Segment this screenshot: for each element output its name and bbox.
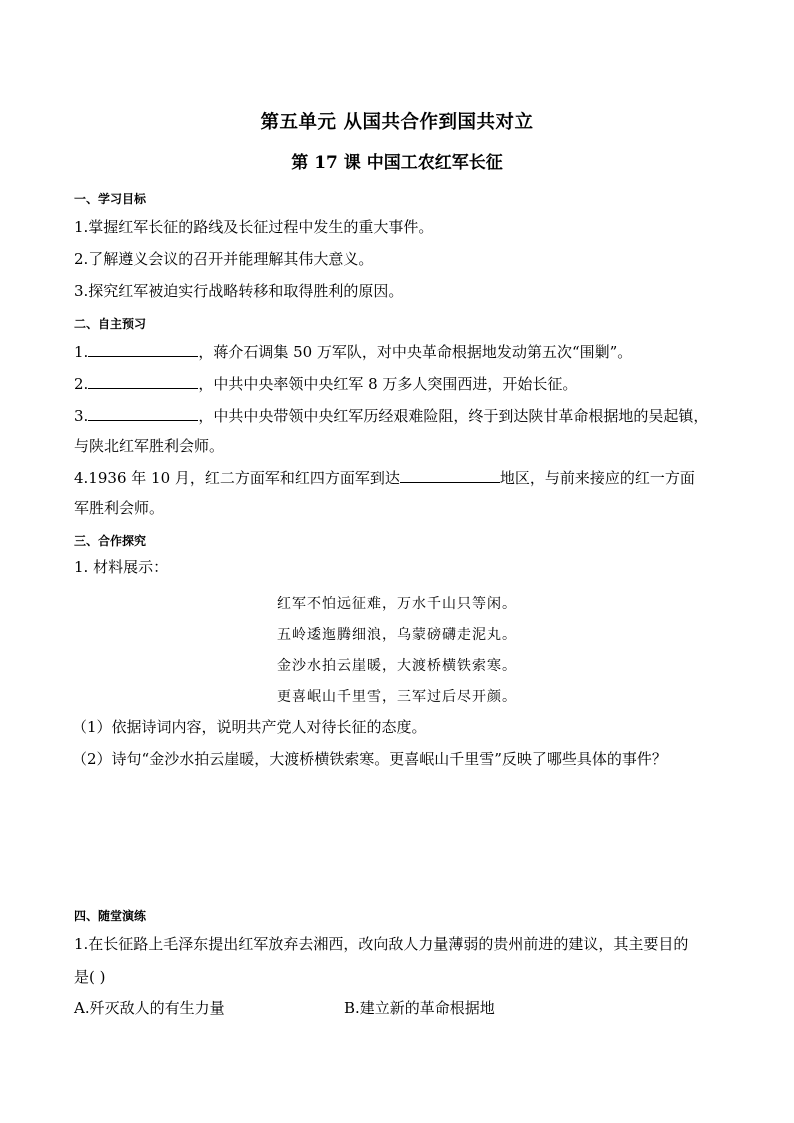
objective-item: 1.掌握红军长征的路线及长征过程中发生的重大事件。 (74, 218, 434, 236)
objective-item: 2.了解遵义会议的召开并能理解其伟大意义。 (74, 250, 374, 268)
preview-item (74, 341, 632, 362)
objective-item: 3.探究红军被迫实行战略转移和取得胜利的原因。 (74, 282, 404, 300)
unit-title: 第五单元 从国共合作到国共对立 (260, 112, 534, 133)
fill-blank[interactable] (88, 374, 198, 389)
preview-item (74, 467, 695, 488)
poem-line: 五岭逶迤腾细浪，乌蒙磅礴走泥丸。 (277, 627, 517, 643)
item-prefix: 1. (74, 343, 89, 361)
option-a[interactable]: A.歼灭敌人的有生力量 (74, 999, 225, 1017)
item-text: 地区，与前来接应的红一方面 (499, 469, 695, 487)
section-heading-preview: 二、自主预习 (74, 317, 147, 331)
fill-blank[interactable] (88, 342, 198, 357)
item-continuation: 军胜利会师。 (74, 499, 165, 517)
inquiry-question: （2）诗句“金沙水拍云崖暖，大渡桥横铁索寒。更喜岷山千里雪”反映了哪些具体的事件？ (72, 750, 667, 768)
fill-blank[interactable] (88, 406, 198, 421)
item-continuation: 与陕北红军胜利会师。 (74, 437, 225, 455)
inquiry-question: （1）依据诗词内容，说明共产党人对待长征的态度。 (72, 718, 427, 736)
item-text: ，中共中央率领中央红军 8 万多人突围西进，开始长征。 (198, 375, 578, 393)
item-text: ，中共中央带领中央红军历经艰难险阻，终于到达陕甘革命根据地的吴起镇， (198, 407, 709, 425)
item-text: ，蒋介石调集 50 万军队，对中央革命根据地发动第五次“围剿”。 (198, 343, 633, 361)
practice-question: 1.在长征路上毛泽东提出红军放弃去湘西，改向敌人力量薄弱的贵州前进的建议，其主要目的 (74, 935, 689, 953)
preview-item (74, 373, 577, 394)
section-heading-objectives: 一、学习目标 (74, 192, 147, 206)
material-intro: 1. 材料展示： (74, 558, 169, 576)
practice-options (74, 997, 714, 1018)
section-heading-practice: 四、随堂演练 (74, 909, 147, 923)
option-b[interactable]: B.建立新的革命根据地 (344, 999, 495, 1017)
item-prefix: 2. (74, 375, 89, 393)
item-prefix: 4.1936 年 10 月，红二方面军和红四方面军到达 (74, 469, 400, 487)
poem-line: 金沙水拍云崖暖，大渡桥横铁索寒。 (277, 658, 517, 674)
practice-question-cont: 是( ) (74, 968, 106, 986)
section-heading-inquiry: 三、合作探究 (74, 534, 147, 548)
preview-item (74, 405, 708, 426)
fill-blank[interactable] (400, 468, 500, 483)
poem-line: 更喜岷山千里雪，三军过后尽开颜。 (277, 689, 517, 705)
lesson-title: 第 17 课 中国工农红军长征 (291, 153, 503, 173)
poem-line: 红军不怕远征难，万水千山只等闲。 (277, 596, 517, 612)
item-prefix: 3. (74, 407, 89, 425)
